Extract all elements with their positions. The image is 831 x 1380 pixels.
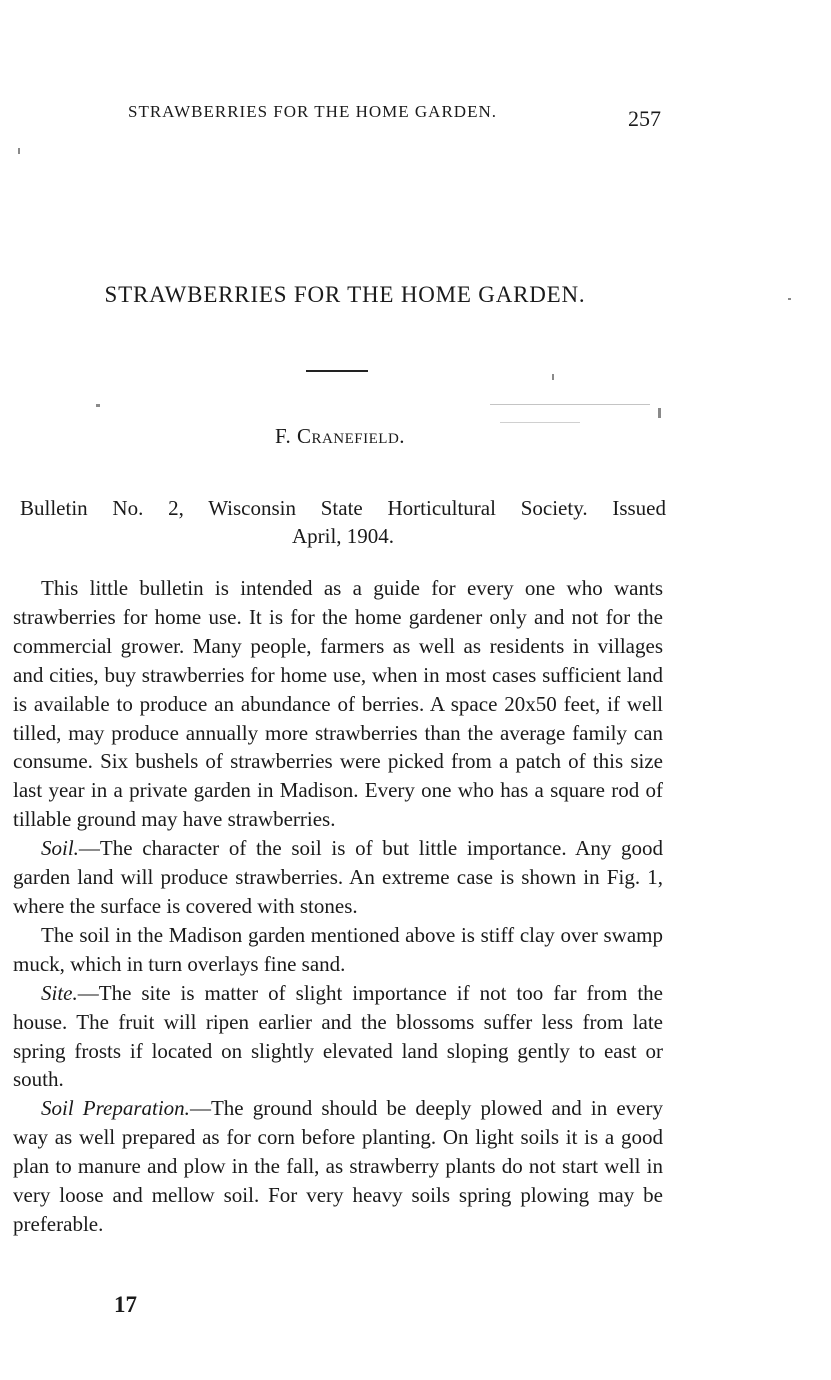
- paragraph-text: —The site is matter of slight importance if not too far from the house. The fruit will ripen earlier and the blossoms suffer less from late spring frosts if located on slightly elevated land sloping gently to east or south.: [13, 980, 663, 1092]
- scan-speck: [500, 422, 580, 423]
- paragraph-soil-preparation: [13, 1094, 663, 1239]
- scan-speck: [18, 148, 20, 154]
- running-title: STRAWBERRIES FOR THE HOME GARDEN.: [128, 102, 497, 121]
- scan-speck: [490, 404, 650, 405]
- signature-mark: 17: [114, 1292, 137, 1317]
- author-byline: F. Cranefield.: [274, 424, 406, 448]
- paragraph-text: The soil in the Madison garden mentioned above is stiff clay over swamp muck, which in turn overlays fine sand.: [13, 922, 663, 976]
- paragraph-heading: Site.: [41, 980, 78, 1005]
- page-number: 257: [628, 106, 661, 131]
- article-title: STRAWBERRIES FOR THE HOME GARDEN.: [104, 282, 586, 307]
- citation-line-2: April, 1904.: [291, 524, 395, 548]
- paragraph-text: —The character of the soil is of but little importance. Any good garden land will produce strawberries. An extreme case is shown in Fig. 1, where the surface is covered with stones.: [13, 836, 663, 918]
- title-rule: [306, 370, 368, 372]
- citation: [20, 494, 666, 550]
- body-text: [13, 574, 663, 1239]
- paragraph-soil: [13, 834, 663, 921]
- paragraph-heading: Soil.: [41, 836, 79, 861]
- paragraph-text: This little bulletin is intended as a guide for every one who wants strawberries for home use. It is for the home gardener only and not for the commercial grower. Many people, farmers as well as residents in villages and cities, buy strawberries for home use, when in most cases sufficient land is available to produce an abundance of berries. A space 20x50 feet, if well tilled, may produce annually more strawberries than the average family can consume. Six bushels of strawberries were picked from a patch of this size last year in a private garden in Madison. Every one who has a square rod of tillable ground may have strawberries.: [13, 576, 663, 832]
- paragraph-intro: [13, 574, 663, 834]
- paragraph-madison-soil: [13, 921, 663, 979]
- paragraph-site: [13, 979, 663, 1095]
- scan-speck: [552, 374, 554, 380]
- citation-line-1: Bulletin No. 2, Wisconsin State Horticultural Society. Issued: [20, 496, 666, 520]
- paragraph-heading: Soil Preparation.: [41, 1096, 190, 1121]
- scan-speck: [788, 298, 791, 300]
- running-head: [0, 102, 831, 132]
- scan-speck: [658, 408, 661, 418]
- scan-speck: [96, 404, 100, 407]
- paragraph-text: —The ground should be deeply plowed and in every way as well prepared as for corn before planting. On light soils it is a good plan to manure and plow in the fall, as strawberry plants do not start well in very loose and mellow soil. For very heavy soils spring plowing may be preferable.: [13, 1096, 663, 1236]
